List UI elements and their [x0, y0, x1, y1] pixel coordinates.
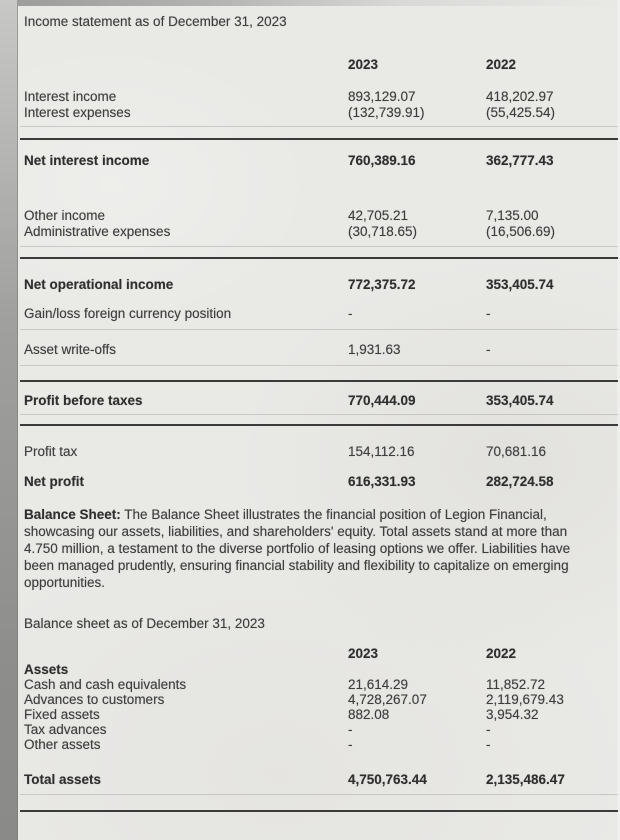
assets-section-header	[24, 662, 610, 677]
column-header-2023: 2023	[348, 646, 379, 661]
faint-row-divider	[20, 414, 618, 415]
value-2023: 4,750,763.44	[348, 772, 427, 787]
value-2023: 154,112.16	[348, 444, 415, 459]
row-label: Asset write-offs	[24, 342, 117, 357]
row-label: Net interest income	[24, 153, 150, 168]
faint-row-divider	[20, 794, 618, 795]
row-label: Other income	[24, 208, 106, 223]
balance-sheet-title: Balance sheet as of December 31, 2023	[24, 616, 265, 631]
income-statement-title: Income statement as of December 31, 2023	[24, 14, 287, 29]
faint-row-divider	[20, 246, 618, 247]
value-2022: (55,425.54)	[486, 105, 556, 120]
income-statement-column-headers	[24, 57, 610, 73]
row-interest-expenses	[24, 105, 610, 121]
row-net-profit	[24, 474, 610, 490]
value-2023: 770,444.09	[348, 393, 416, 408]
row-label: Profit tax	[24, 444, 78, 459]
value-2022: -	[486, 722, 491, 737]
row-other-income	[24, 208, 610, 224]
value-2023: 1,931.63	[348, 342, 401, 357]
spacer	[24, 57, 348, 73]
value-2023: 616,331.93	[348, 474, 416, 489]
value-2022: 418,202.97	[486, 89, 554, 104]
section-label: Assets	[24, 662, 69, 677]
value-2023: (132,739.91)	[348, 105, 425, 120]
row-fixed-assets	[24, 707, 610, 722]
spacer	[348, 662, 486, 677]
section-rule	[20, 424, 618, 426]
value-2022: 11,852.72	[486, 677, 546, 692]
row-advances-to-customers	[24, 692, 610, 707]
value-2022: 70,681.16	[486, 444, 547, 459]
scan-edge-left	[0, 0, 18, 840]
row-label: Cash and cash equivalents	[24, 677, 187, 692]
balance-sheet-note-body: The Balance Sheet illustrates the financial position of Legion Financial, showcasing our assets, liabilities, and shareholders' equity. Total assets stand at more than 4.750 million, a testament to the diverse portfolio of leasing options we offer. Liabilities have been managed prudently, ensuring financial stability and flexibility to capitalize on emerging opportunities.	[24, 507, 571, 590]
row-asset-write-offs	[24, 342, 610, 358]
value-2023: 4,728,267.07	[348, 692, 427, 707]
spacer	[24, 646, 348, 662]
row-label: Total assets	[24, 772, 102, 787]
row-gain-loss-foreign-currency	[24, 306, 610, 322]
row-label: Fixed assets	[24, 707, 100, 722]
section-rule	[20, 257, 618, 259]
spacer	[486, 662, 610, 677]
value-2023: 42,705.21	[348, 208, 409, 223]
value-2022: 353,405.74	[486, 277, 554, 292]
section-rule	[20, 380, 618, 382]
value-2023: 882.08	[348, 707, 390, 722]
column-header-2022: 2022	[486, 57, 517, 72]
value-2023: 21,614.29	[348, 677, 409, 692]
row-profit-before-taxes	[24, 393, 610, 409]
row-label: Other assets	[24, 737, 101, 752]
value-2023: -	[348, 737, 353, 752]
row-label: Profit before taxes	[24, 393, 143, 408]
row-label: Administrative expenses	[24, 224, 171, 239]
row-net-operational-income	[24, 277, 610, 293]
row-label: Net profit	[24, 474, 84, 489]
section-rule	[20, 810, 618, 812]
value-2022: 2,119,679.43	[486, 692, 564, 707]
value-2022: -	[486, 737, 491, 752]
value-2022: -	[486, 342, 491, 357]
row-administrative-expenses	[24, 224, 610, 240]
row-net-interest-income	[24, 153, 610, 169]
value-2023: 760,389.16	[348, 153, 416, 168]
value-2022: 353,405.74	[486, 393, 554, 408]
column-header-2023: 2023	[348, 57, 379, 72]
row-label: Interest expenses	[24, 105, 131, 120]
balance-sheet-note-lead: Balance Sheet:	[24, 507, 121, 522]
value-2023: 772,375.72	[348, 277, 416, 292]
row-profit-tax	[24, 444, 610, 460]
row-label: Tax advances	[24, 722, 107, 737]
document-content	[18, 0, 620, 840]
faint-row-divider	[20, 329, 618, 330]
value-2022: 2,135,486.47	[486, 772, 565, 787]
row-label: Interest income	[24, 89, 117, 104]
faint-row-divider	[20, 365, 618, 366]
section-rule	[20, 138, 618, 140]
row-other-assets	[24, 737, 610, 752]
value-2022: 7,135.00	[486, 208, 539, 223]
value-2023: 893,129.07	[348, 89, 416, 104]
value-2023: -	[348, 722, 353, 737]
row-label: Advances to customers	[24, 692, 165, 707]
row-label: Net operational income	[24, 277, 174, 292]
value-2023: -	[348, 306, 353, 321]
row-total-assets	[24, 772, 610, 788]
value-2023: (30,718.65)	[348, 224, 418, 239]
column-header-2022: 2022	[486, 646, 517, 661]
value-2022: 3,954.32	[486, 707, 539, 722]
row-cash-and-cash-equivalents	[24, 677, 610, 692]
value-2022: -	[486, 306, 491, 321]
row-tax-advances	[24, 722, 610, 737]
value-2022: 362,777.43	[486, 153, 554, 168]
row-label: Gain/loss foreign currency position	[24, 306, 232, 321]
value-2022: (16,506.69)	[486, 224, 556, 239]
row-interest-income	[24, 89, 610, 105]
balance-sheet-column-headers	[24, 646, 610, 662]
value-2022: 282,724.58	[486, 474, 554, 489]
faint-row-divider	[20, 126, 618, 127]
balance-sheet-note	[24, 506, 580, 591]
